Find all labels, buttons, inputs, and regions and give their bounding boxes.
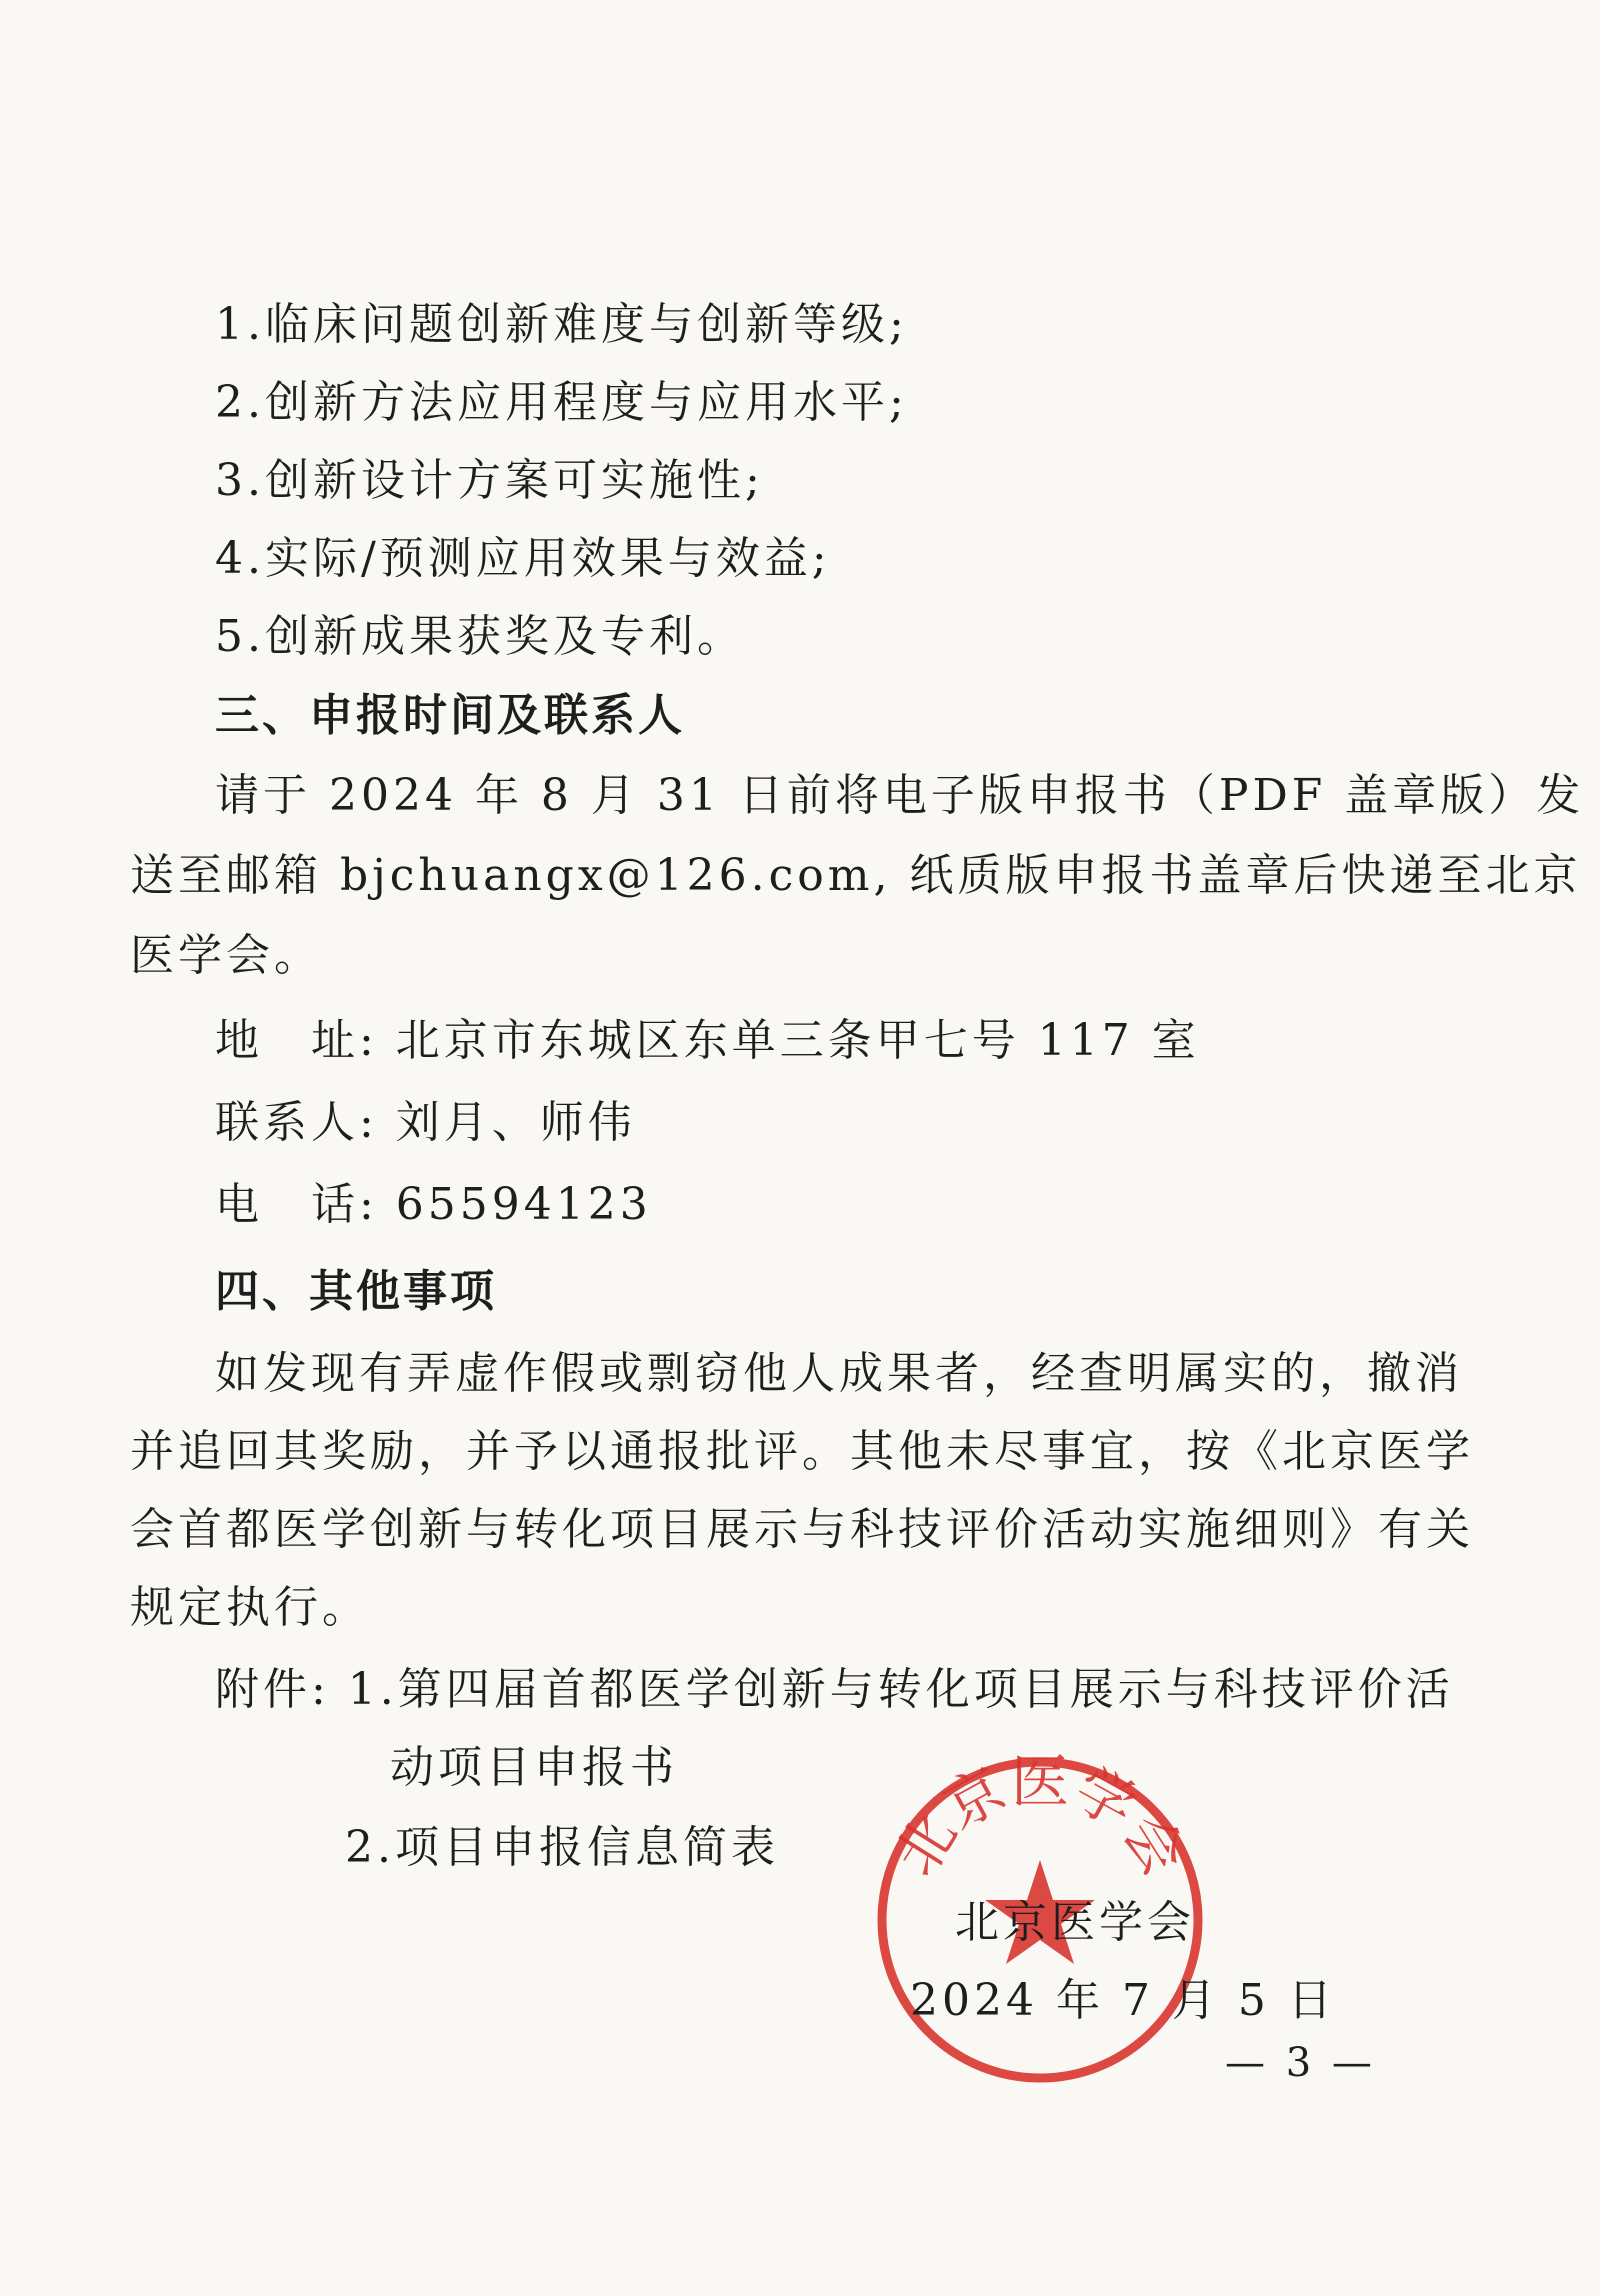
criterion-1: 1.临床问题创新难度与创新等级;	[215, 299, 908, 350]
contact-address: 地 址: 北京市东城区东单三条甲七号 117 室	[215, 1015, 1200, 1066]
contact-phone: 电 话: 65594123	[215, 1179, 652, 1230]
criterion-3: 3.创新设计方案可实施性;	[215, 455, 764, 506]
attachment-2: 2.项目申报信息简表	[345, 1822, 779, 1873]
contact-persons: 联系人: 刘月、师伟	[215, 1097, 636, 1148]
attachment-1-line1: 附件: 1.第四届首都医学创新与转化项目展示与科技评价活	[215, 1664, 1454, 1715]
section4-heading: 四、其他事项	[215, 1266, 497, 1317]
svg-text:北京医学会: 北京医学会	[881, 1750, 1199, 1888]
section3-paragraph-line3: 医学会。	[130, 930, 322, 981]
section4-paragraph-line4: 规定执行。	[130, 1582, 370, 1633]
signature-organization: 北京医学会	[955, 1897, 1195, 1948]
section3-paragraph-line2: 送至邮箱 bjchuangx@126.com, 纸质版申报书盖章后快递至北京	[130, 850, 1582, 901]
criterion-2: 2.创新方法应用程度与应用水平;	[215, 377, 908, 428]
section3-paragraph-line1: 请于 2024 年 8 月 31 日前将电子版申报书（PDF 盖章版）发	[215, 770, 1585, 821]
criterion-4: 4.实际/预测应用效果与效益;	[215, 533, 831, 584]
section4-paragraph-line3: 会首都医学创新与转化项目展示与科技评价活动实施细则》有关	[130, 1504, 1474, 1555]
section4-paragraph-line1: 如发现有弄虚作假或剽窃他人成果者，经查明属实的，撤消	[215, 1348, 1463, 1399]
criterion-5: 5.创新成果获奖及专利。	[215, 611, 745, 662]
page-number: — 3 —	[1225, 2040, 1376, 2086]
section4-paragraph-line2: 并追回其奖励，并予以通报批评。其他未尽事宜，按《北京医学	[130, 1426, 1474, 1477]
signature-date: 2024 年 7 月 5 日	[910, 1975, 1336, 2026]
attachment-1-line2: 动项目申报书	[390, 1742, 678, 1793]
section3-heading: 三、申报时间及联系人	[215, 690, 685, 741]
